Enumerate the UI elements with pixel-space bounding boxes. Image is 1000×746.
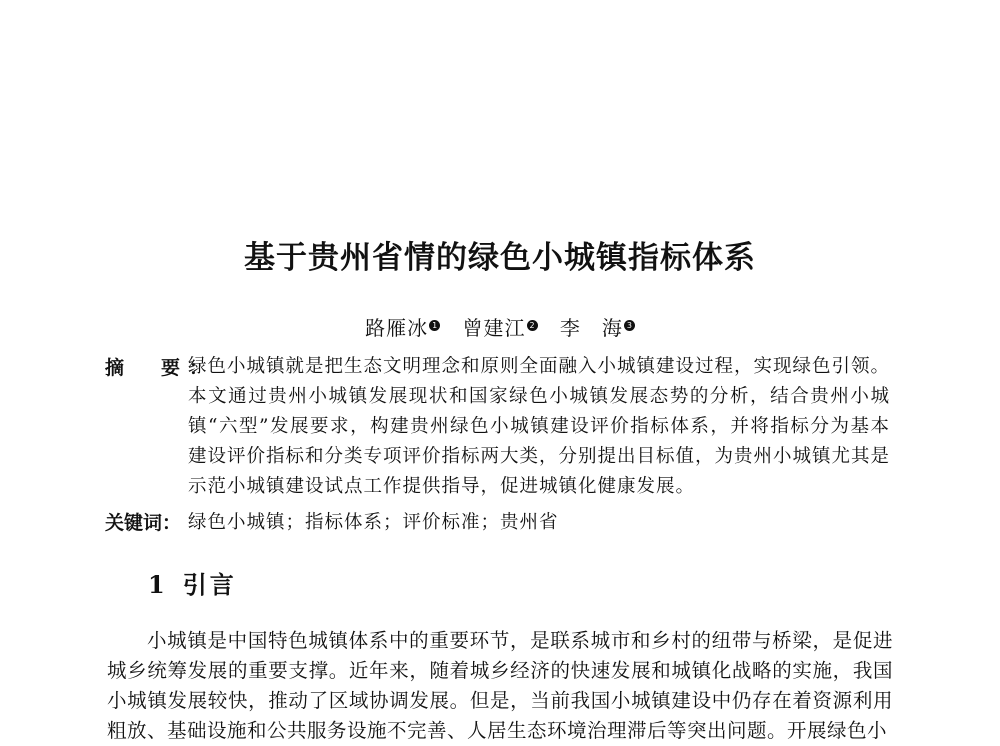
keywords-label: 关键词： bbox=[105, 512, 182, 534]
author-name: 路雁冰 bbox=[365, 316, 429, 340]
author-name: 李 海 bbox=[559, 316, 623, 340]
author bbox=[365, 312, 440, 341]
author bbox=[463, 312, 538, 341]
keywords-text: 绿色小城镇；指标体系；评价标准；贵州省 bbox=[188, 512, 559, 533]
section-heading bbox=[148, 565, 237, 600]
abstract-label: 摘 要： bbox=[105, 357, 218, 379]
affiliation-mark: 3 bbox=[624, 320, 635, 331]
author-name: 曾建江 bbox=[462, 316, 526, 340]
author bbox=[560, 312, 635, 341]
paper-title: 基于贵州省情的绿色小城镇指标体系 bbox=[244, 240, 756, 276]
section-title: 引言 bbox=[182, 571, 237, 599]
abstract-text: 绿色小城镇就是把生态文明理念和原则全面融入小城镇建设过程，实现绿色引领。本文通过贵州小城镇发展现状和国家绿色小城镇发展态势的分析，结合贵州小城镇“六型”发展要求，构建贵州绿色小城镇建设评价指标体系，并将指标分为基本建设评价指标和分类专项评价指标两大类，分别提出目标值，为贵州小城镇尤其是示范小城镇建设试点工作提供指导，促进城镇化健康发展。 bbox=[188, 356, 891, 497]
body-paragraph: 小城镇是中国特色城镇体系中的重要环节，是联系城市和乡村的纽带与桥梁，是促进城乡统筹发展的重要支撑。近年来，随着城乡经济的快速发展和城镇化战略的实施，我国小城镇发展较快，推动了区域协调发展。但是，当前我国小城镇建设中仍存在着资源利用粗放、基础设施和公共服务设施不完善、人居生态环境治理滞后等突出问题。开展绿色小 bbox=[107, 629, 893, 742]
affiliation-mark: 1 bbox=[429, 320, 440, 331]
author-list bbox=[0, 312, 1000, 341]
affiliation-mark: 2 bbox=[527, 320, 538, 331]
section-number: 1 bbox=[148, 570, 165, 599]
